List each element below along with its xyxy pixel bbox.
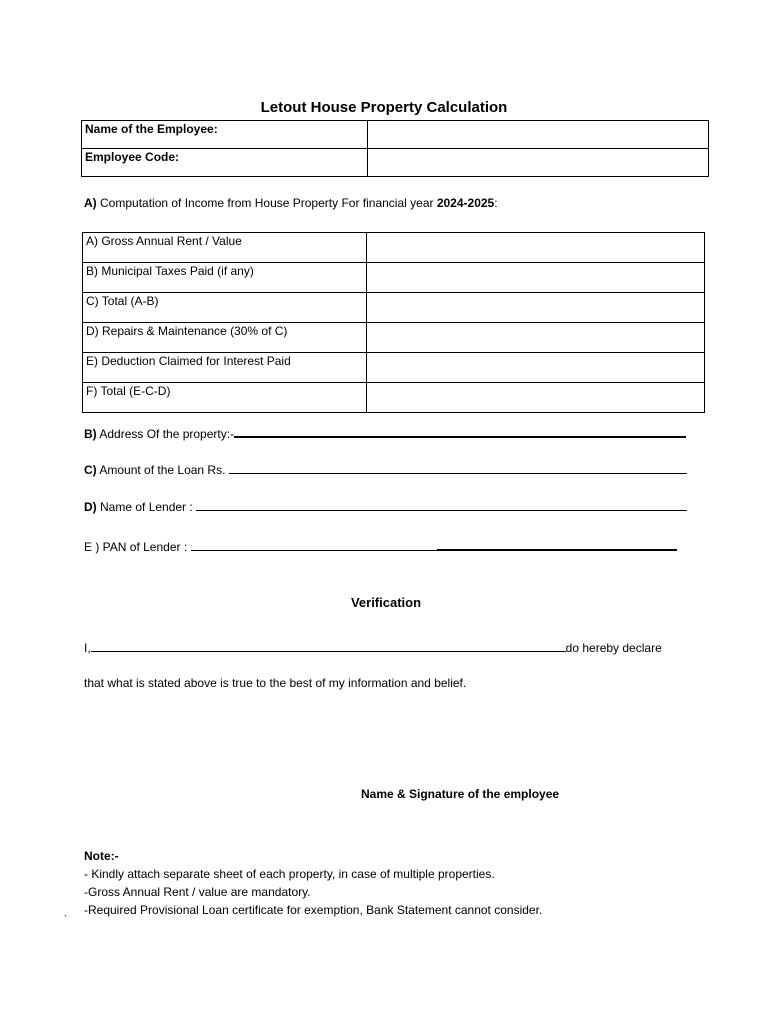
note-item: - Kindly attach separate sheet of each property, in case of multiple properties. bbox=[84, 867, 495, 881]
employee-name-field[interactable] bbox=[368, 121, 709, 149]
loan-amount-input-line[interactable] bbox=[229, 463, 687, 474]
declarant-name-input-line[interactable] bbox=[91, 641, 566, 652]
section-a-heading bbox=[84, 196, 498, 210]
row-value-interest[interactable] bbox=[367, 353, 705, 383]
table-row bbox=[83, 383, 705, 413]
row-label-gross-rent: A) Gross Annual Rent / Value bbox=[83, 233, 367, 263]
row-value-total-ab[interactable] bbox=[367, 293, 705, 323]
field-address bbox=[84, 426, 686, 441]
employee-code-field[interactable] bbox=[368, 149, 709, 177]
field-c-prefix: C) bbox=[84, 463, 97, 477]
row-value-repairs[interactable] bbox=[367, 323, 705, 353]
note-item: -Gross Annual Rent / value are mandatory. bbox=[84, 885, 311, 899]
row-label-total-ab: C) Total (A-B) bbox=[83, 293, 367, 323]
financial-year: 2024-2025 bbox=[436, 196, 495, 210]
declaration-start: I, bbox=[84, 641, 91, 655]
field-b-label: Address Of the property:- bbox=[96, 427, 235, 441]
row-label-total-ecd: F) Total (E-C-D) bbox=[83, 383, 367, 413]
page-title: Letout House Property Calculation bbox=[260, 99, 508, 116]
row-label-repairs: D) Repairs & Maintenance (30% of C) bbox=[83, 323, 367, 353]
row-label-municipal-taxes: B) Municipal Taxes Paid (if any) bbox=[83, 263, 367, 293]
note-section bbox=[84, 847, 542, 919]
row-value-municipal-taxes[interactable] bbox=[367, 263, 705, 293]
row-value-total-ecd[interactable] bbox=[367, 383, 705, 413]
verification-heading: Verification bbox=[350, 595, 422, 610]
section-a-suffix: : bbox=[494, 196, 498, 210]
table-row bbox=[83, 323, 705, 353]
table-row bbox=[82, 149, 709, 177]
declaration-end: do hereby declare bbox=[565, 641, 662, 655]
employee-code-label: Employee Code: bbox=[82, 149, 368, 177]
field-lender-name bbox=[84, 500, 687, 514]
stray-mark: ` bbox=[64, 914, 67, 924]
row-label-interest: E) Deduction Claimed for Interest Paid bbox=[83, 353, 367, 383]
field-c-label: Amount of the Loan Rs. bbox=[96, 463, 229, 477]
table-row bbox=[82, 121, 709, 149]
employee-info-table bbox=[81, 120, 709, 177]
field-lender-pan bbox=[84, 539, 677, 554]
row-value-gross-rent[interactable] bbox=[367, 233, 705, 263]
table-row bbox=[83, 293, 705, 323]
lender-pan-input-line[interactable] bbox=[191, 540, 437, 551]
computation-table bbox=[82, 232, 705, 413]
lender-pan-input-line-extension[interactable] bbox=[437, 539, 677, 551]
table-row bbox=[83, 263, 705, 293]
note-item: -Required Provisional Loan certificate for exemption, Bank Statement cannot consider. bbox=[84, 903, 543, 917]
note-heading: Note:- bbox=[84, 849, 119, 863]
field-loan-amount bbox=[84, 463, 687, 477]
section-a-prefix: A) bbox=[84, 196, 97, 210]
signature-label: Name & Signature of the employee bbox=[361, 787, 560, 801]
field-b-prefix: B) bbox=[84, 427, 97, 441]
field-e-label: E ) PAN of Lender : bbox=[84, 540, 191, 554]
table-row bbox=[83, 353, 705, 383]
declaration-text: that what is stated above is true to the best of my information and belief. bbox=[84, 676, 467, 690]
address-input-line[interactable] bbox=[234, 426, 686, 438]
section-a-text: Computation of Income from House Property For financial year bbox=[96, 196, 437, 210]
table-row bbox=[83, 233, 705, 263]
lender-name-input-line[interactable] bbox=[196, 500, 687, 511]
field-d-prefix: D) bbox=[84, 500, 97, 514]
field-d-label: Name of Lender : bbox=[96, 500, 197, 514]
declaration-line bbox=[84, 641, 662, 655]
employee-name-label: Name of the Employee: bbox=[82, 121, 368, 149]
